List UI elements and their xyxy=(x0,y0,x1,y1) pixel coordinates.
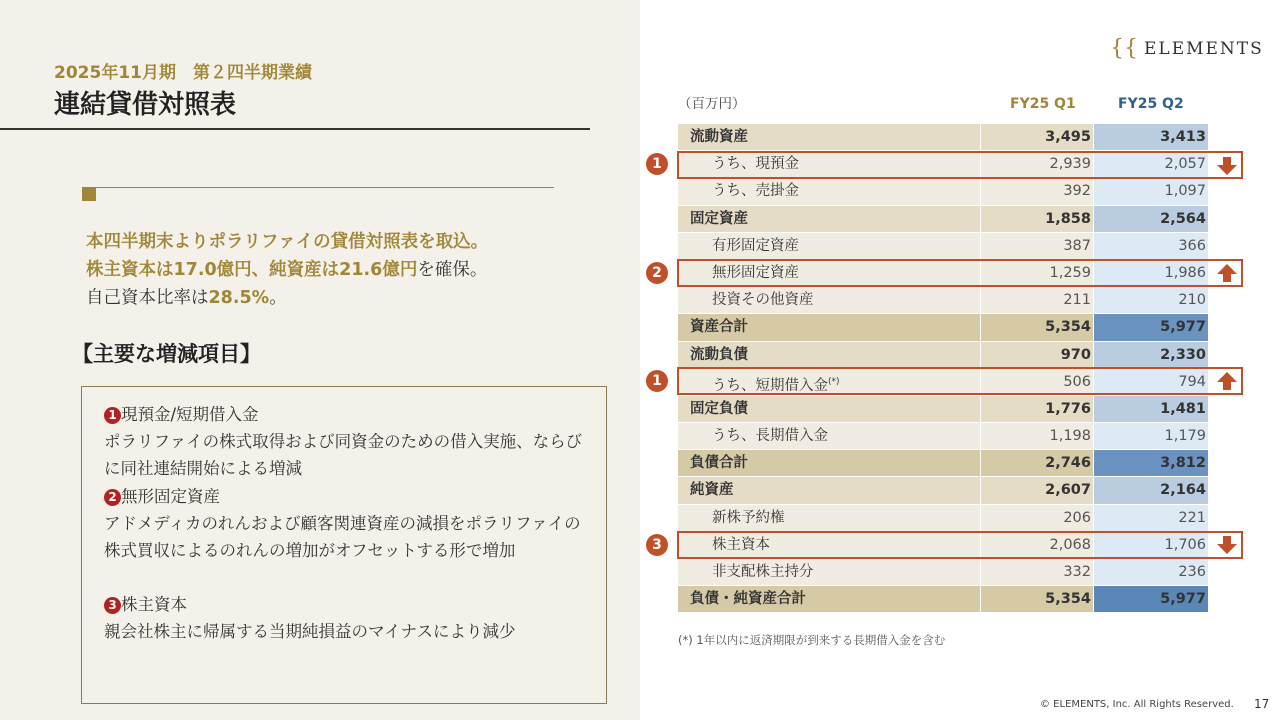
value-q1: 1,198 xyxy=(981,423,1094,449)
value-q1: 5,354 xyxy=(981,314,1094,340)
table-row xyxy=(678,423,1208,450)
summary-line-1: 本四半期末よりポラリファイの貸借対照表を取込。 xyxy=(86,232,489,252)
marker-badge: 3 xyxy=(646,534,668,556)
page-number: 17 xyxy=(1254,697,1270,711)
summary-text-secure: を確保。 xyxy=(417,260,488,280)
row-label: うち、現預金 xyxy=(678,151,981,177)
change-number-badge: 2 xyxy=(104,489,121,506)
table-row xyxy=(678,206,1208,233)
value-q2: 2,164 xyxy=(1094,477,1208,503)
change-number-badge: 1 xyxy=(104,407,121,424)
row-label: 株主資本 xyxy=(678,532,981,558)
value-q1: 5,354 xyxy=(981,586,1094,612)
highlight-box-short-loan xyxy=(677,367,1243,395)
value-q2: 2,057 xyxy=(1094,151,1208,177)
value-q1: 970 xyxy=(981,342,1094,368)
marker-badge: 1 xyxy=(646,153,668,175)
value-q1: 1,259 xyxy=(981,260,1094,286)
table-row xyxy=(678,477,1208,504)
up-arrow-icon xyxy=(1217,264,1237,282)
highlight-box-equity xyxy=(677,531,1243,559)
change-item xyxy=(104,401,584,482)
down-arrow-icon xyxy=(1217,536,1237,554)
value-q1: 2,068 xyxy=(981,532,1094,558)
logo-text: ELEMENTS xyxy=(1144,38,1264,59)
summary-text-end: 。 xyxy=(269,288,287,308)
value-q2: 2,564 xyxy=(1094,206,1208,232)
row-label: 有形固定資産 xyxy=(678,233,981,259)
change-description: 親会社株主に帰属する当期純損益のマイナスにより減少 xyxy=(104,622,516,641)
up-arrow-icon xyxy=(1217,372,1237,390)
row-label: 純資産 xyxy=(678,477,981,503)
summary-text-ratio: 自己資本比率は xyxy=(86,288,209,308)
value-q1: 506 xyxy=(981,369,1094,395)
column-header-q1: FY25 Q1 xyxy=(1010,96,1076,112)
change-item xyxy=(104,483,584,564)
highlight-box-intangible xyxy=(677,259,1243,287)
value-q2: 236 xyxy=(1094,559,1208,585)
summary-highlight-ratio: 28.5% xyxy=(208,288,270,308)
table-row xyxy=(678,124,1208,151)
summary-line-2 xyxy=(86,256,488,284)
page-subtitle: 2025年11月期 第２四半期業績 xyxy=(54,63,312,83)
marker-badge: 1 xyxy=(646,370,668,392)
footnote: (*) 1年以内に返済期限が到来する長期借入金を含む xyxy=(678,633,946,647)
changes-heading: 【主要な増減項目】 xyxy=(72,342,261,366)
column-header-q2: FY25 Q2 xyxy=(1118,96,1184,112)
value-q1: 206 xyxy=(981,505,1094,531)
changes-box xyxy=(81,386,607,704)
row-label: 新株予約権 xyxy=(678,505,981,531)
row-label: 流動資産 xyxy=(678,124,981,150)
section-divider xyxy=(96,187,554,188)
footnote-ref: (*) xyxy=(828,376,840,387)
value-q1: 392 xyxy=(981,178,1094,204)
change-item xyxy=(104,591,584,645)
value-q1: 211 xyxy=(981,287,1094,313)
value-q1: 1,858 xyxy=(981,206,1094,232)
row-label: 固定負債 xyxy=(678,396,981,422)
table-row xyxy=(678,559,1208,586)
highlight-box-cash xyxy=(677,151,1243,179)
value-q2: 2,330 xyxy=(1094,342,1208,368)
value-q2: 221 xyxy=(1094,505,1208,531)
value-q1: 2,607 xyxy=(981,477,1094,503)
row-label: 固定資産 xyxy=(678,206,981,232)
table-row xyxy=(678,233,1208,260)
change-title: 現預金/短期借入金 xyxy=(121,405,259,424)
summary-highlight-equity: 株主資本は17.0億円、純資産は21.6億円 xyxy=(86,260,418,280)
table-row xyxy=(678,505,1208,532)
value-q2: 5,977 xyxy=(1094,586,1208,612)
value-q2: 366 xyxy=(1094,233,1208,259)
value-q2: 3,413 xyxy=(1094,124,1208,150)
value-q1: 2,746 xyxy=(981,450,1094,476)
table-row xyxy=(678,396,1208,423)
value-q2: 1,706 xyxy=(1094,532,1208,558)
row-label: うち、長期借入金 xyxy=(678,423,981,449)
section-marker xyxy=(82,187,96,201)
row-label: 流動負債 xyxy=(678,342,981,368)
value-q1: 387 xyxy=(981,233,1094,259)
change-number-badge: 3 xyxy=(104,597,121,614)
row-label: 負債・純資産合計 xyxy=(678,586,981,612)
row-label: 投資その他資産 xyxy=(678,287,981,313)
table-row xyxy=(678,178,1208,205)
table-row xyxy=(678,586,1208,613)
row-label: うち、売掛金 xyxy=(678,178,981,204)
table-row xyxy=(678,314,1208,341)
value-q1: 1,776 xyxy=(981,396,1094,422)
row-label: 非支配株主持分 xyxy=(678,559,981,585)
logo-mark-icon: {{ xyxy=(1110,36,1138,61)
summary-line-3 xyxy=(86,284,488,312)
value-q2: 1,179 xyxy=(1094,423,1208,449)
change-title: 株主資本 xyxy=(121,595,187,614)
title-divider xyxy=(0,128,590,130)
value-q2: 5,977 xyxy=(1094,314,1208,340)
value-q1: 2,939 xyxy=(981,151,1094,177)
change-title: 無形固定資産 xyxy=(121,487,220,506)
table-row xyxy=(678,342,1208,369)
table-row xyxy=(678,450,1208,477)
value-q2: 1,481 xyxy=(1094,396,1208,422)
row-label: 資産合計 xyxy=(678,314,981,340)
down-arrow-icon xyxy=(1217,157,1237,175)
unit-label: （百万円） xyxy=(678,96,746,112)
value-q2: 1,097 xyxy=(1094,178,1208,204)
summary-text xyxy=(86,228,488,312)
value-q2: 794 xyxy=(1094,369,1208,395)
copyright: © ELEMENTS, Inc. All Rights Reserved. xyxy=(1040,699,1234,710)
marker-badge: 2 xyxy=(646,262,668,284)
value-q2: 3,812 xyxy=(1094,450,1208,476)
value-q1: 3,495 xyxy=(981,124,1094,150)
value-q1: 332 xyxy=(981,559,1094,585)
value-q2: 1,986 xyxy=(1094,260,1208,286)
row-label-text: うち、短期借入金 xyxy=(712,377,828,394)
page-title: 連結貸借対照表 xyxy=(54,90,237,120)
table-row xyxy=(678,287,1208,314)
change-description: ポラリファイの株式取得および同資金のための借入実施、ならびに同社連結開始による増減 xyxy=(104,432,583,478)
row-label: 負債合計 xyxy=(678,450,981,476)
value-q2: 210 xyxy=(1094,287,1208,313)
row-label: 無形固定資産 xyxy=(678,260,981,286)
change-description: アドメディカのれんおよび顧客関連資産の減損をポラリファイの株式買収によるのれんの増加がオフセットする形で増加 xyxy=(104,514,581,560)
elements-logo xyxy=(1110,36,1264,61)
